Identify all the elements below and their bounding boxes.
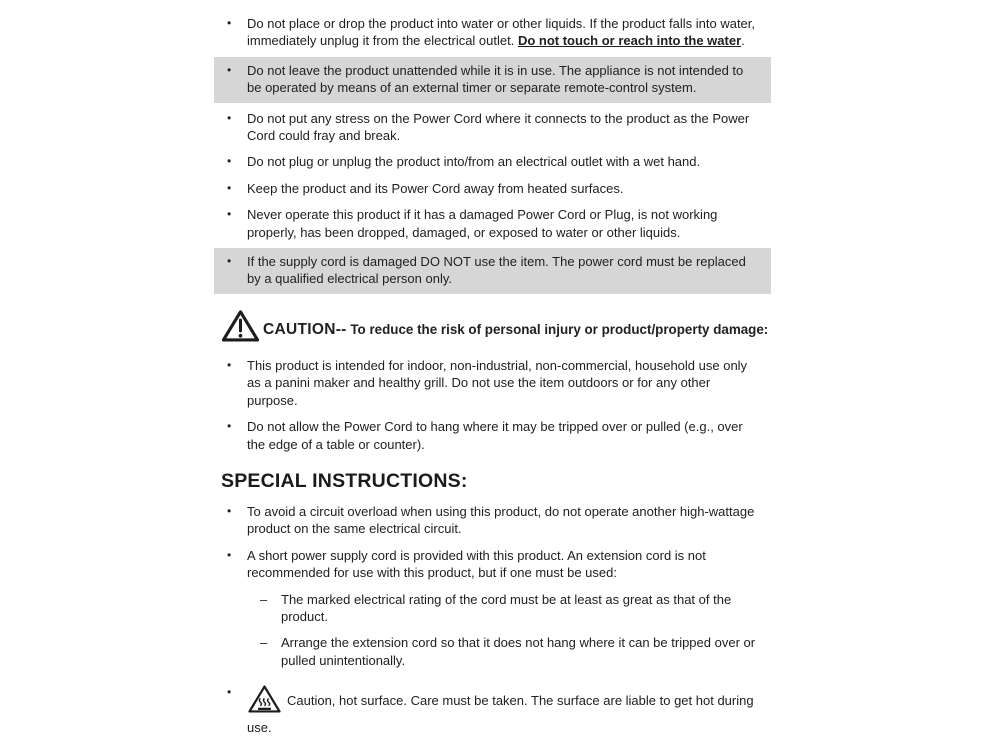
list-item	[214, 13, 771, 52]
extension-cord-sublist	[214, 589, 771, 672]
hot-surface-note-list	[214, 682, 771, 738]
list-item	[214, 151, 771, 172]
warning-text: Never operate this product if it has a damaged Power Cord or Plug, is not working properly, has been dropped, damaged, or exposed to water or other liquids.	[247, 207, 718, 240]
list-item	[214, 682, 771, 738]
caution-item-text: This product is intended for indoor, non-industrial, non-commercial, household use only as a panini maker and healthy grill. Do not use the item outdoors or for any other purpose.	[247, 357, 748, 408]
warning-text: If the supply cord is damaged DO NOT use the item. The power cord must be replaced by a qualified electrical person only.	[247, 254, 746, 287]
list-item	[214, 416, 771, 455]
warning-text: Do not plug or unplug the product into/from an electrical outlet with a wet hand.	[247, 154, 701, 170]
list-item	[214, 108, 771, 147]
warning-text: Do not put any stress on the Power Cord where it connects to the product as the Power Cord could fray and break.	[247, 110, 750, 144]
list-item	[214, 545, 771, 584]
special-instructions-list	[214, 501, 771, 584]
list-item	[214, 204, 771, 243]
sub-item-text: Arrange the extension cord so that it does not hang where it can be tripped over or pulled unintentionally.	[281, 635, 756, 668]
bullet-marker: •	[227, 685, 232, 700]
caution-heading	[221, 309, 771, 348]
sub-list-item	[258, 632, 771, 671]
list-item	[214, 501, 771, 540]
bullet-marker: •	[227, 62, 232, 77]
hot-surface-text-wrap	[247, 684, 757, 736]
list-item-highlighted	[214, 57, 771, 103]
caution-label: CAUTION--	[263, 320, 347, 338]
manual-page	[214, 13, 771, 743]
list-item	[214, 178, 771, 199]
sub-item-text: The marked electrical rating of the cord must be at least as great as that of the product.	[281, 591, 732, 624]
warning-lead: Do not place or drop the product into water or other liquids. If the product falls into water, immediately unplug it from the electrical outlet.	[247, 16, 756, 49]
caution-intro: To reduce the risk of personal injury or product/property damage:	[346, 321, 769, 337]
bullet-marker: •	[227, 154, 232, 169]
list-item-highlighted	[214, 248, 771, 294]
bullet-marker: •	[227, 207, 232, 222]
bullet-marker: •	[227, 254, 232, 269]
bullet-marker: •	[227, 180, 232, 195]
caution-list	[214, 355, 771, 455]
dash-marker: –	[260, 591, 268, 607]
bullet-marker: •	[227, 110, 232, 125]
hot-surface-triangle-icon	[247, 684, 282, 718]
special-item-text: To avoid a circuit overload when using this product, do not operate another high-wattage product on the same electrical circuit.	[247, 503, 755, 537]
warning-tail: .	[741, 33, 745, 49]
warning-triangle-exclamation-icon	[221, 309, 260, 348]
special-instructions-heading: SPECIAL INSTRUCTIONS:	[221, 469, 468, 492]
bullet-marker: •	[227, 547, 232, 562]
warning-text	[247, 15, 757, 50]
warning-text: Do not leave the product unattended while it is in use. The appliance is not intended to be operated by means of an external timer or separate remote-control system.	[247, 62, 744, 96]
dash-marker: –	[260, 635, 268, 651]
warning-emphasis: Do not touch or reach into the water	[517, 33, 742, 49]
special-item-text: A short power supply cord is provided with this product. An extension cord is not recommended for use with this product, but if one must be used:	[247, 547, 706, 581]
hot-surface-text: Caution, hot surface. Care must be taken. The surface are liable to get hot during use.	[247, 693, 754, 735]
safety-warning-list	[214, 13, 771, 294]
bullet-marker: •	[227, 16, 232, 30]
bullet-marker: •	[227, 503, 232, 518]
bullet-marker: •	[227, 419, 232, 434]
warning-text: Keep the product and its Power Cord away from heated surfaces.	[247, 180, 624, 196]
bullet-marker: •	[227, 357, 232, 372]
sub-list-item	[258, 589, 771, 628]
caution-item-text: Do not allow the Power Cord to hang where it may be tripped over or pulled (e.g., over the edge of a table or counter).	[247, 419, 743, 452]
list-item	[214, 355, 771, 411]
